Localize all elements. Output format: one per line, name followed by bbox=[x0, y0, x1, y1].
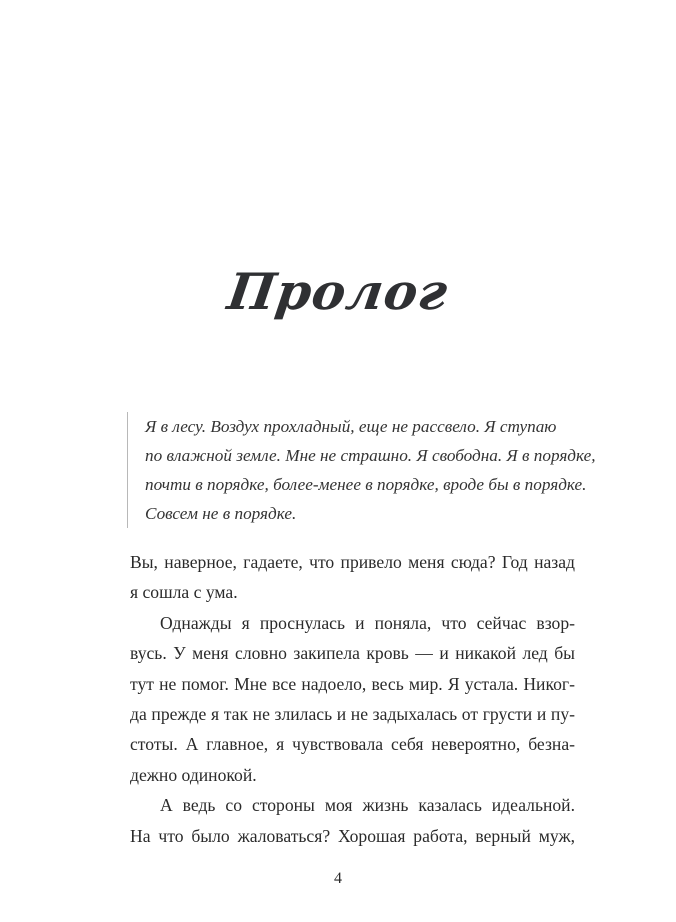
body-line: Вы, наверное, гадаете, что привело меня сюда? Год назад bbox=[130, 552, 575, 572]
body-text bbox=[130, 547, 575, 851]
epigraph-line: Я в лесу. Воздух прохладный, еще не рассвело. Я ступаю bbox=[145, 417, 557, 436]
body-line: тут не помог. Мне все надоело, весь мир. Я устала. Никог- bbox=[130, 673, 575, 694]
body-line: да прежде я так не злилась и не задыхалась от грусти и пу- bbox=[130, 704, 575, 725]
body-line: А ведь со стороны моя жизнь казалась идеальной. bbox=[160, 795, 575, 816]
epigraph bbox=[127, 412, 605, 528]
epigraph-line: по влажной земле. Мне не страшно. Я свободна. Я в порядке, bbox=[145, 446, 596, 465]
body-line: стоты. А главное, я чувствовала себя невероятно, безна- bbox=[130, 734, 575, 755]
epigraph-line: почти в порядке, более-менее в порядке, вроде бы в порядке. bbox=[145, 475, 587, 494]
body-line: дежно одинокой. bbox=[130, 764, 257, 785]
chapter-title: Пролог bbox=[224, 262, 452, 321]
page-number: 4 bbox=[334, 870, 342, 887]
body-line: Однажды я проснулась и поняла, что сейчас взор- bbox=[160, 612, 575, 633]
body-line: вусь. У меня словно закипела кровь — и никакой лед бы bbox=[130, 643, 575, 664]
epigraph-line: Совсем не в порядке. bbox=[145, 504, 297, 523]
body-line: я сошла с ума. bbox=[130, 582, 238, 603]
body-line: На что было жаловаться? Хорошая работа, верный муж, bbox=[130, 825, 575, 846]
